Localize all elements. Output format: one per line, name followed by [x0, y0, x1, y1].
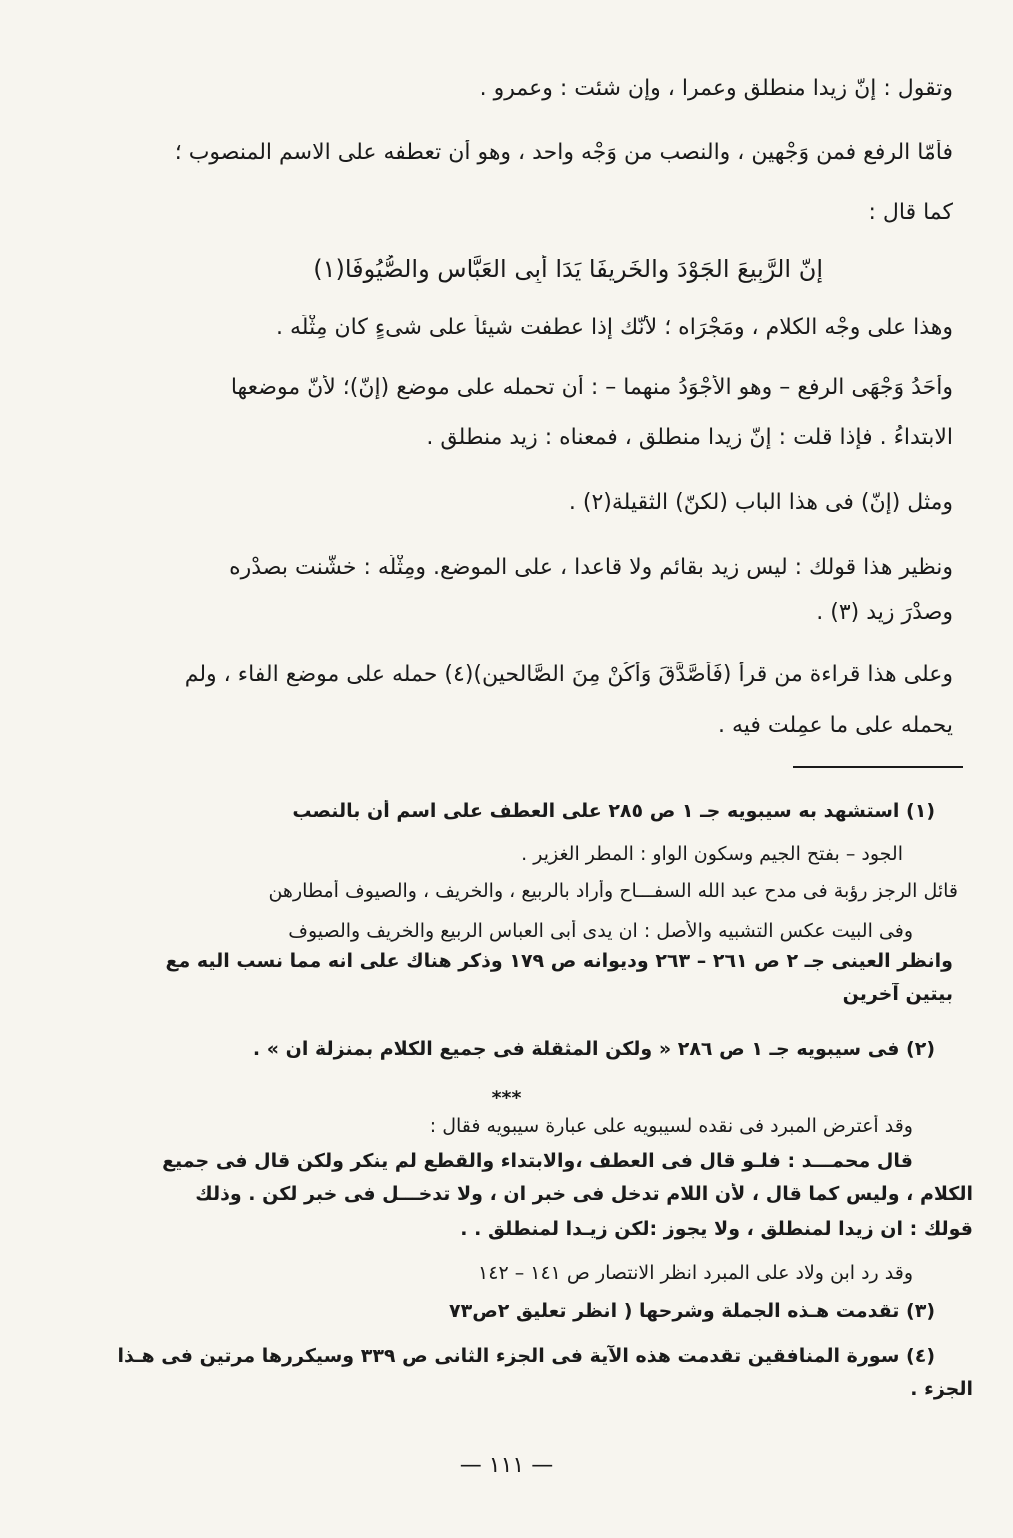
main-line-3: كما قال : — [868, 200, 953, 225]
footnote-separator — [793, 766, 963, 768]
main-line-9: ونظير هذا قولك : ليس زيد بقائم ولا قاعدا ، على الموضع. ومِثْلُه : خشّنت بصدْره — [229, 555, 953, 580]
verse-line: إنّ الرَّبِيعَ الجَوْدَ والخَرِيفَا يَدَا أَبِى العَبَّاسِ والصُّيُوفَا(١) — [313, 255, 823, 283]
main-line-7: الابتداءُ . فإذا قلت : إنّ زيدا منطلق ، فمعناه : زيد منطلق . — [426, 425, 953, 450]
main-line-8: ومثل (إنّ) فى هذا الباب (لكنّ) الثقيلة(٢) . — [568, 490, 953, 515]
footnote-3: (٣) تقدمت هـذه الجملة وشرحها ( انظر تعليق ٢ص٧٣ — [449, 1300, 935, 1322]
footnote-2: (٢) فى سيبويه جـ ١ ص ٢٨٦ « ولكن المثقلة فى جميع الكلام بمنزلة ان » . — [252, 1038, 935, 1060]
main-line-6: وأَحَدُ وَجْهَى الرفع – وهو الأَجْوَدُ منهما – : أن تحمله على موضع (إنّ)؛ لأنّ موضعها — [230, 375, 953, 400]
note-line-4: قولك : ان زيدا لمنطلق ، ولا يجوز :لكن زيـدا لمنطلق . . — [460, 1218, 973, 1240]
page-number: — ١١١ — — [459, 1453, 554, 1478]
separator-stars: *** — [491, 1087, 522, 1109]
main-line-10: وصدْرَ زيد (٣) . — [816, 600, 953, 625]
main-line-2: فأمّا الرفع فمن وَجْهين ، والنصب من وَجْه واحد ، وهو أن تعطفه على الاسم المنصوب ؛ — [174, 140, 953, 165]
footnote-1-line-6: بيتين آخرين — [842, 983, 953, 1005]
footnote-1-line-4: وفى البيت عكس التشبيه والأصل : ان يدى أبى العباس الربيع والخريف والصيوف — [288, 920, 913, 942]
main-line-1: وتقول : إنّ زيدا منطلق وعمرا ، وإن شئت : وعمرو . — [479, 76, 953, 101]
footnote-1-line-1: (١) استشهد به سيبويه جـ ١ ص ٢٨٥ على العطف على اسم أن بالنصب — [292, 800, 935, 822]
main-line-5: وهذا على وجْه الكلام ، ومَجْرَاه ؛ لأنّك إذا عطفت شيئاً على شىءٍ كان مِثْلَه . — [276, 315, 953, 340]
footnote-1-line-2: الجود – بفتح الجيم وسكون الواو : المطر الغزير . — [521, 843, 903, 865]
note-line-2: قال محمـــد : فلـو قال فى العطف ،والابتداء والقطع لم ينكر ولكن قال فى جميع — [162, 1150, 913, 1172]
footnote-1-line-5: وانظر العينى جـ ٢ ص ٢٦١ – ٢٦٣ وديوانه ص ١٧٩ وذكر هناك على انه مما نسب اليه مع — [165, 950, 953, 972]
footnote-1-line-3: قائل الرجز رؤبة فى مدح عبد الله السفـــاح وأراد بالربيع ، والخريف ، والصيوف أمطارهن — [268, 880, 958, 902]
main-line-11: وعلى هذا قراءة من قرأ (فَأَصَّدَّقَ وَأَكُنْ مِنَ الصَّالحين)(٤) حمله على موضع الفاء ، ولم — [184, 662, 953, 687]
note-line-5: وقد رد ابن ولاد على المبرد انظر الانتصار ص ١٤١ – ١٤٢ — [478, 1262, 913, 1284]
footnote-4-line-2: الجزء . — [910, 1378, 973, 1400]
footnote-4-line-1: (٤) سورة المنافقين تقدمت هذه الآية فى الجزء الثانى ص ٣٣٩ وسيكررها مرتين فى هـذا — [117, 1345, 935, 1367]
note-line-3: الكلام ، وليس كما قال ، لأن اللام تدخل فى خبر ان ، ولا تدخـــل فى خبر لكن . وذلك — [195, 1183, 973, 1205]
note-line-1: وقد أعترض المبرد فى نقده لسيبويه على عبارة سيبويه فقال : — [429, 1115, 913, 1137]
main-line-12: يحمله على ما عمِلت فيه . — [718, 713, 953, 738]
